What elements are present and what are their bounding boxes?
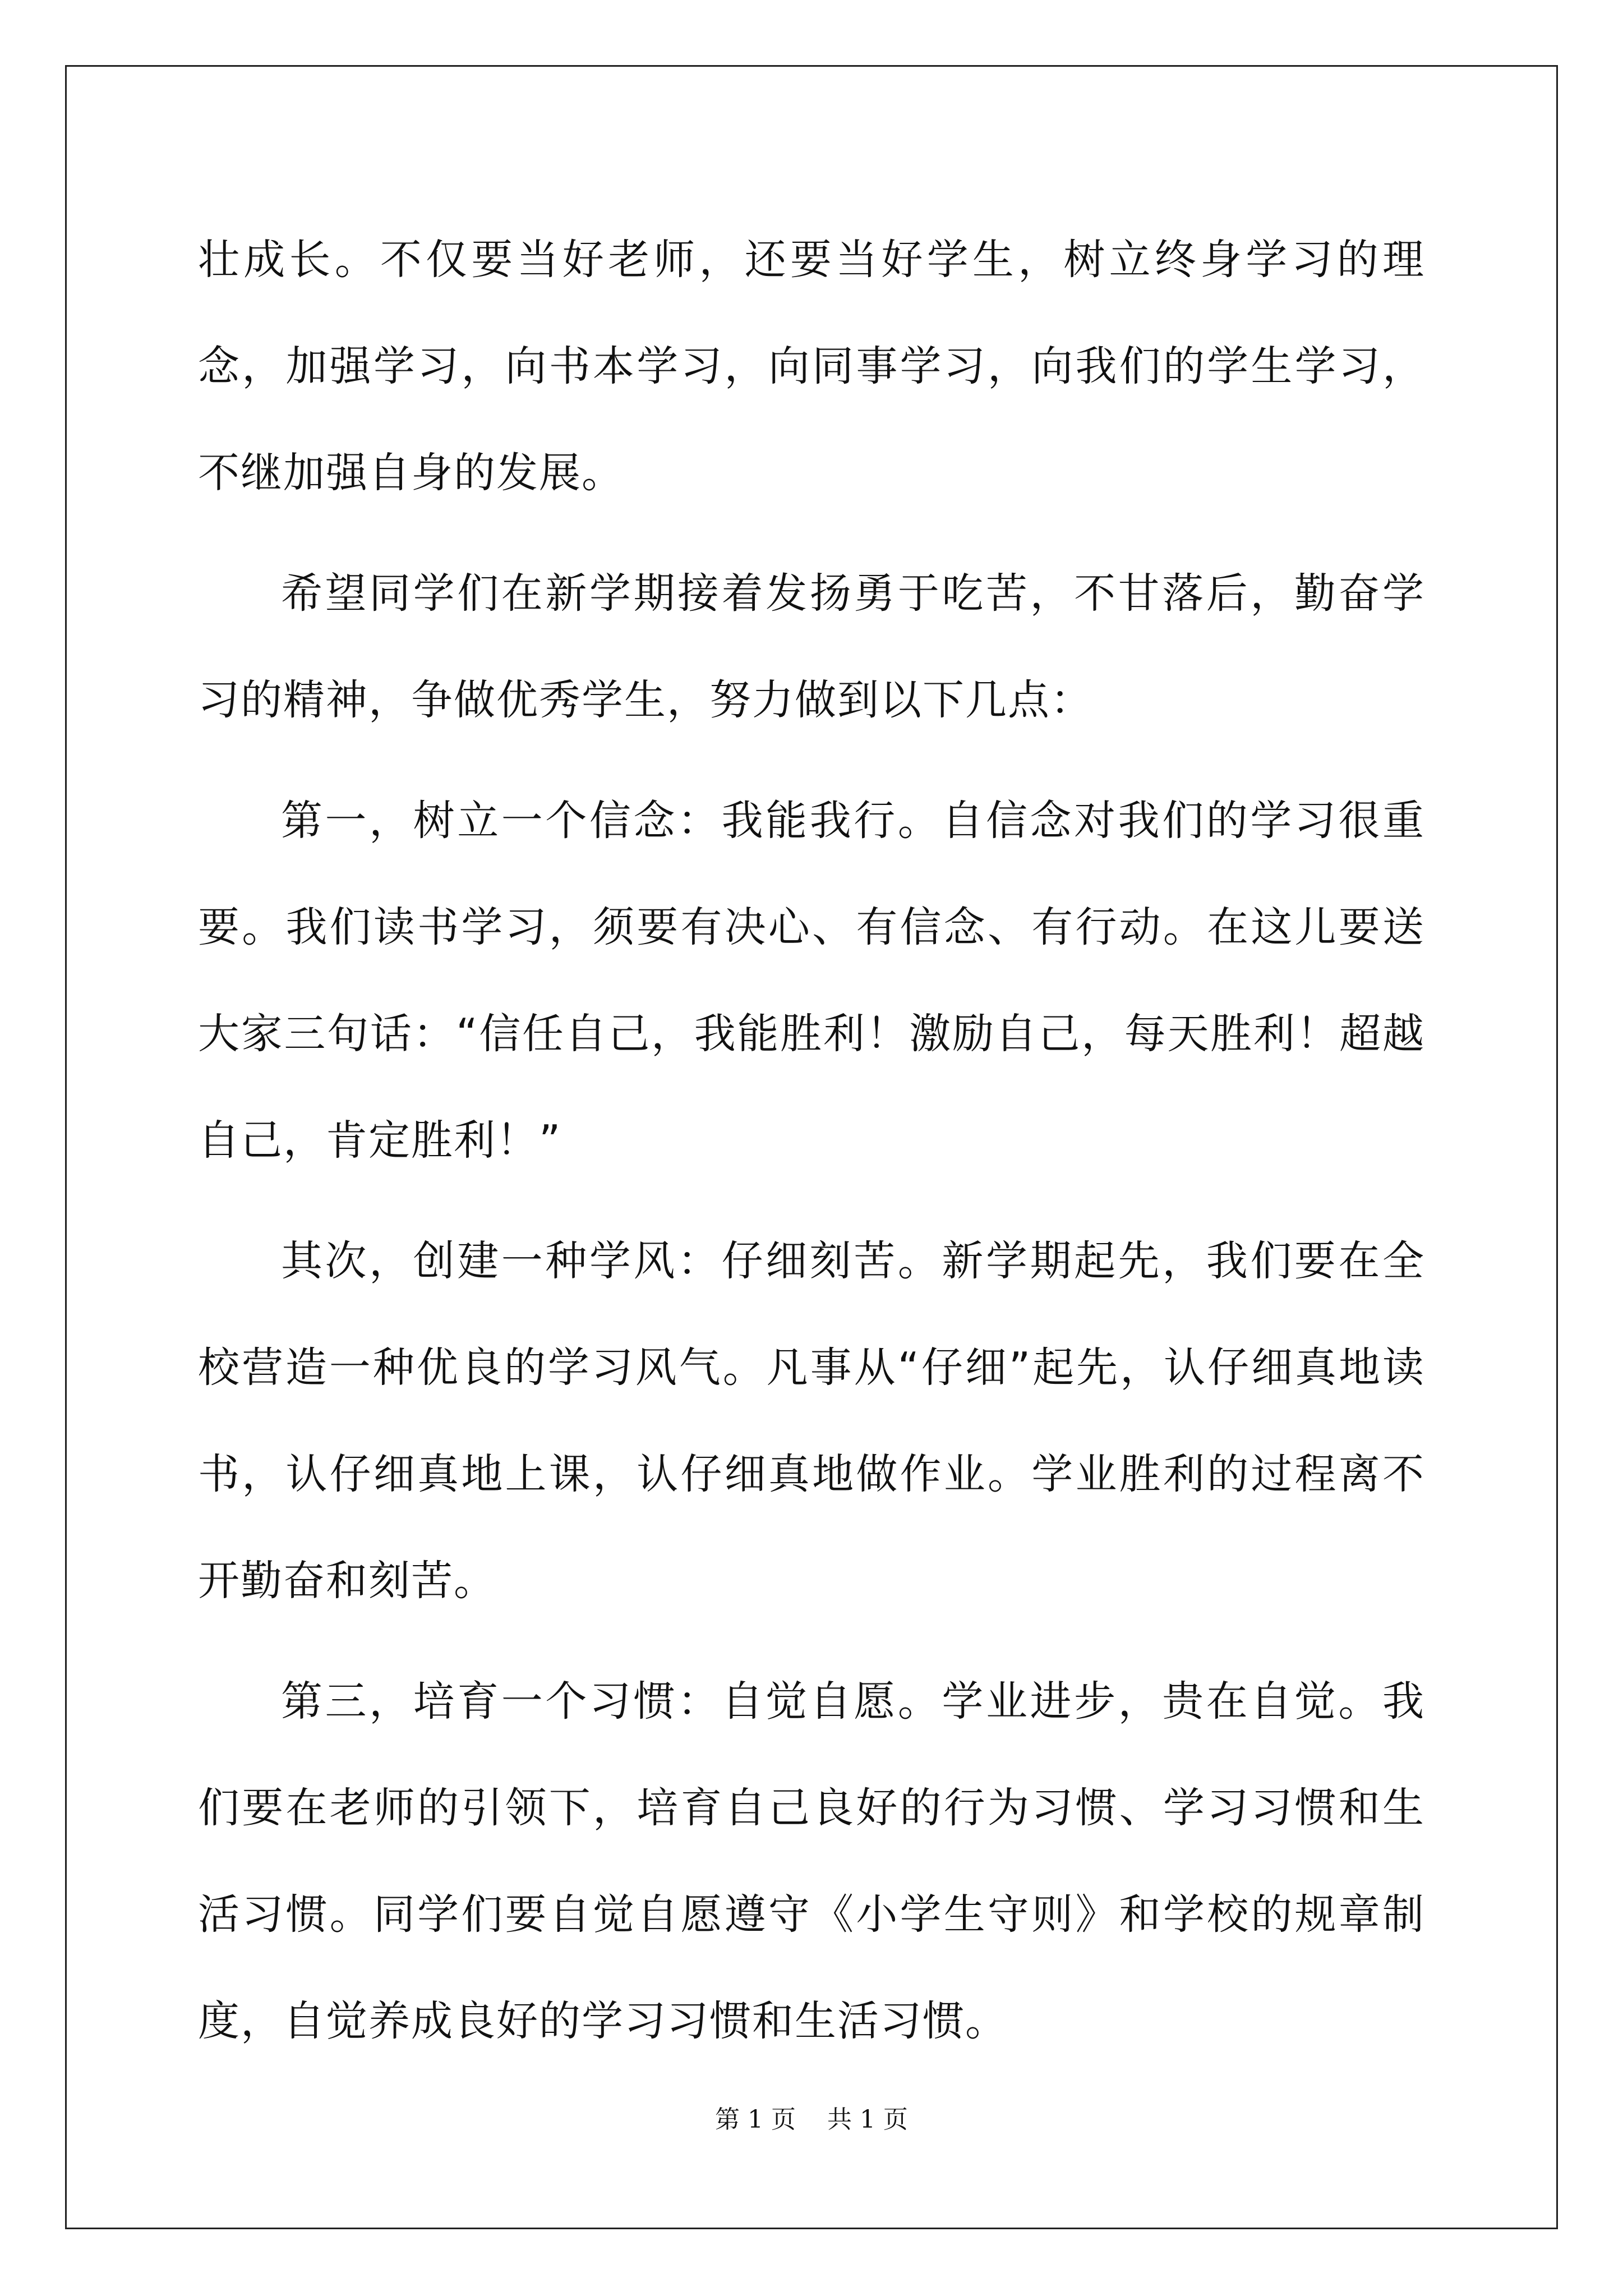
paragraph-hope: 希望同学们在新学期接着发扬勇于吃苦，不甘落后，勤奋学习的精神，争做优秀学生，努力做到以下几点： <box>198 569 1425 724</box>
paragraph-second-point: 其次，创建一种学风：仔细刻苦。新学期起先，我们要在全校营造一种优良的学习风气。凡事从“仔细”起先，认仔细真地读书，认仔细真地上课，认仔细真地做作业。学业胜利的过程离不开勤奋和刻苦。 <box>198 1237 1425 1605</box>
document-body <box>198 206 1425 2088</box>
paragraph-first-point: 第一，树立一个信念：我能我行。自信念对我们的学习很重要。我们读书学习，须要有决心、有信念、有行动。在这儿要送大家三句话：“信任自己，我能胜利！激励自己，每天胜利！超越自己，肯定胜利！” <box>198 797 1425 1165</box>
paragraph-continuation: 壮成长。不仅要当好老师，还要当好学生，树立终身学习的理念，加强学习，向书本学习，向同事学习，向我们的学生学习，不继加强自身的发展。 <box>198 236 1425 497</box>
paragraph-third-point: 第三，培育一个习惯：自觉自愿。学业进步，贵在自觉。我们要在老师的引领下，培育自己良好的行为习惯、学习习惯和生活习惯。同学们要自觉自愿遵守《小学生守则》和学校的规章制度，自觉养成良好的学习习惯和生活习惯。 <box>198 1677 1425 2045</box>
page-number-footer: 第 1 页 共 1 页 <box>715 2105 908 2134</box>
